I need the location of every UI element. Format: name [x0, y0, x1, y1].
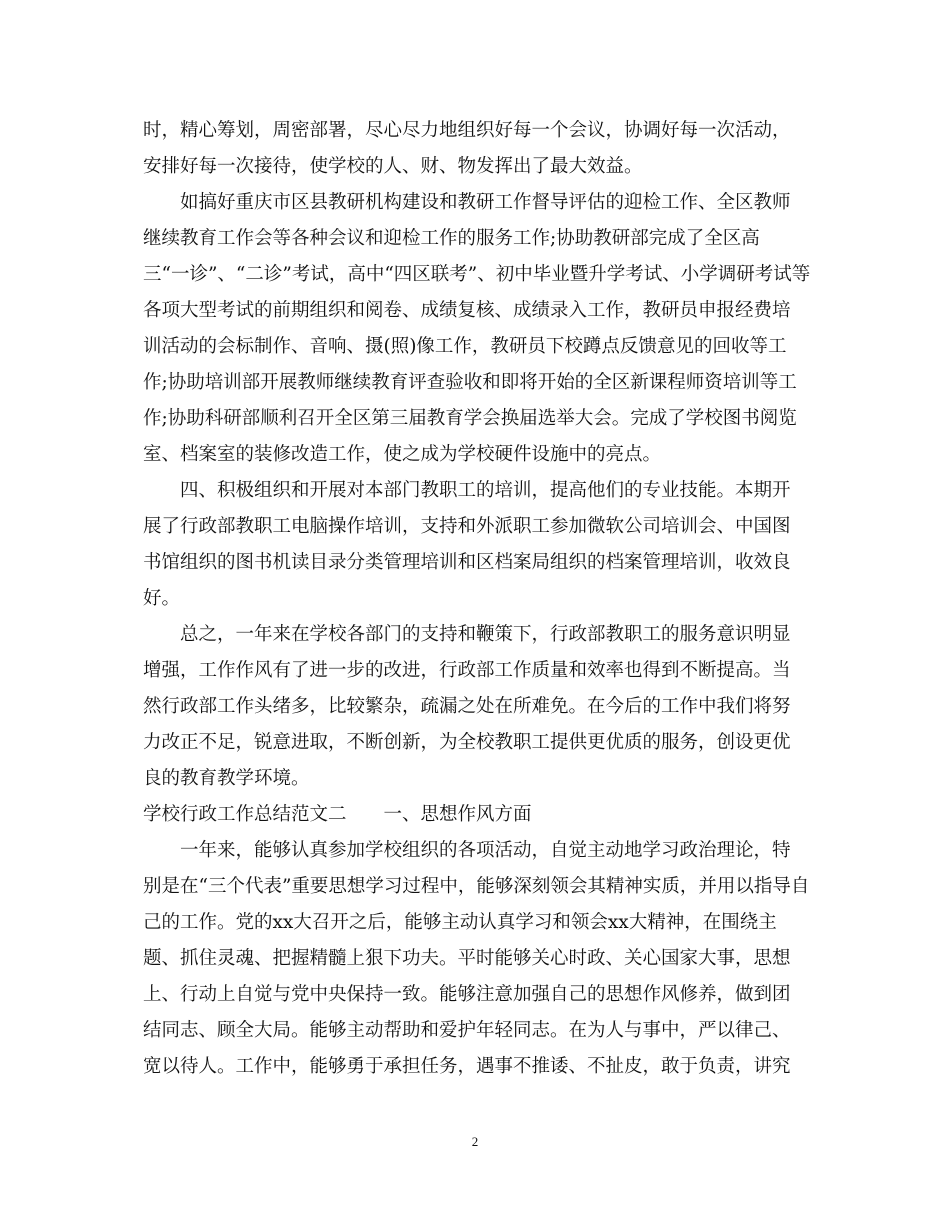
- text-line: 如搞好重庆市区县教研机构建设和教研工作督导评估的迎检工作、全区教师: [143, 192, 791, 213]
- text-line: 别是在“三个代表”重要思想学习过程中，能够深刻领会其精神实质，并用以指导自: [143, 876, 810, 897]
- text-line: 室、档案室的装修改造工作，使之成为学校硬件设施中的亮点。: [143, 444, 662, 465]
- text-line: 好。: [143, 588, 181, 609]
- text-line: 安排好每一次接待，使学校的人、财、物发挥出了最大效益。: [143, 156, 643, 177]
- text-line: 各项大型考试的前期组织和阅卷、成绩复核、成绩录入工作，教研员申报经费培: [143, 300, 791, 321]
- text-line: 增强，工作作风有了进一步的改进，行政部工作质量和效率也得到不断提高。当: [143, 660, 791, 681]
- text-line: 题、抓住灵魂、把握精髓上狠下功夫。平时能够关心时政、关心国家大事，思想: [143, 948, 791, 969]
- text-line: 四、积极组织和开展对本部门教职工的培训，提高他们的专业技能。本期开: [143, 480, 791, 501]
- text-line: 继续教育工作会等各种会议和迎检工作的服务工作;协助教研部完成了全区高: [143, 228, 760, 249]
- section-heading: 学校行政工作总结范文二 一、思想作风方面: [143, 804, 532, 825]
- text-line: 结同志、顾全大局。能够主动帮助和爱护年轻同志。在为人与事中，严以律己、: [143, 1020, 791, 1041]
- text-line: 三“一诊”、“二诊”考试，高中“四区联考”、初中毕业暨升学考试、小学调研考试等: [143, 264, 811, 285]
- text-line: 时，精心筹划，周密部署，尽心尽力地组织好每一个会议，协调好每一次活动，: [143, 120, 791, 141]
- text-line: 一年来，能够认真参加学校组织的各项活动，自觉主动地学习政治理论，特: [143, 840, 791, 861]
- text-line: 宽以待人。工作中，能够勇于承担任务，遇事不推诿、不扯皮，敢于负责，讲究: [143, 1056, 791, 1077]
- text-line: 作;协助培训部开展教师继续教育评查验收和即将开始的全区新课程师资培训等工: [143, 372, 797, 393]
- text-line: 良的教育教学环境。: [143, 768, 310, 789]
- text-line: 己的工作。党的xx大召开之后，能够主动认真学习和领会xx大精神，在围绕主: [143, 912, 777, 933]
- text-line: 书馆组织的图书机读目录分类管理培训和区档案局组织的档案管理培训，收效良: [143, 552, 791, 573]
- text-line: 展了行政部教职工电脑操作培训，支持和外派职工参加微软公司培训会、中国图: [143, 516, 791, 537]
- text-line: 力改正不足，锐意进取，不断创新，为全校教职工提供更优质的服务，创设更优: [143, 732, 791, 753]
- text-line: 作;协助科研部顺利召开全区第三届教育学会换届选举大会。完成了学校图书阅览: [143, 408, 797, 429]
- text-line: 上、行动上自觉与党中央保持一致。能够注意加强自己的思想作风修养，做到团: [143, 984, 791, 1005]
- body-text: [143, 113, 813, 1085]
- text-line: 总之，一年来在学校各部门的支持和鞭策下，行政部教职工的服务意识明显: [143, 624, 791, 645]
- text-line: 然行政部工作头绪多，比较繁杂，疏漏之处在所难免。在今后的工作中我们将努: [143, 696, 791, 717]
- page-number: 2: [471, 1134, 479, 1149]
- text-line: 训活动的会标制作、音响、摄(照)像工作，教研员下校蹲点反馈意见的回收等工: [143, 336, 787, 357]
